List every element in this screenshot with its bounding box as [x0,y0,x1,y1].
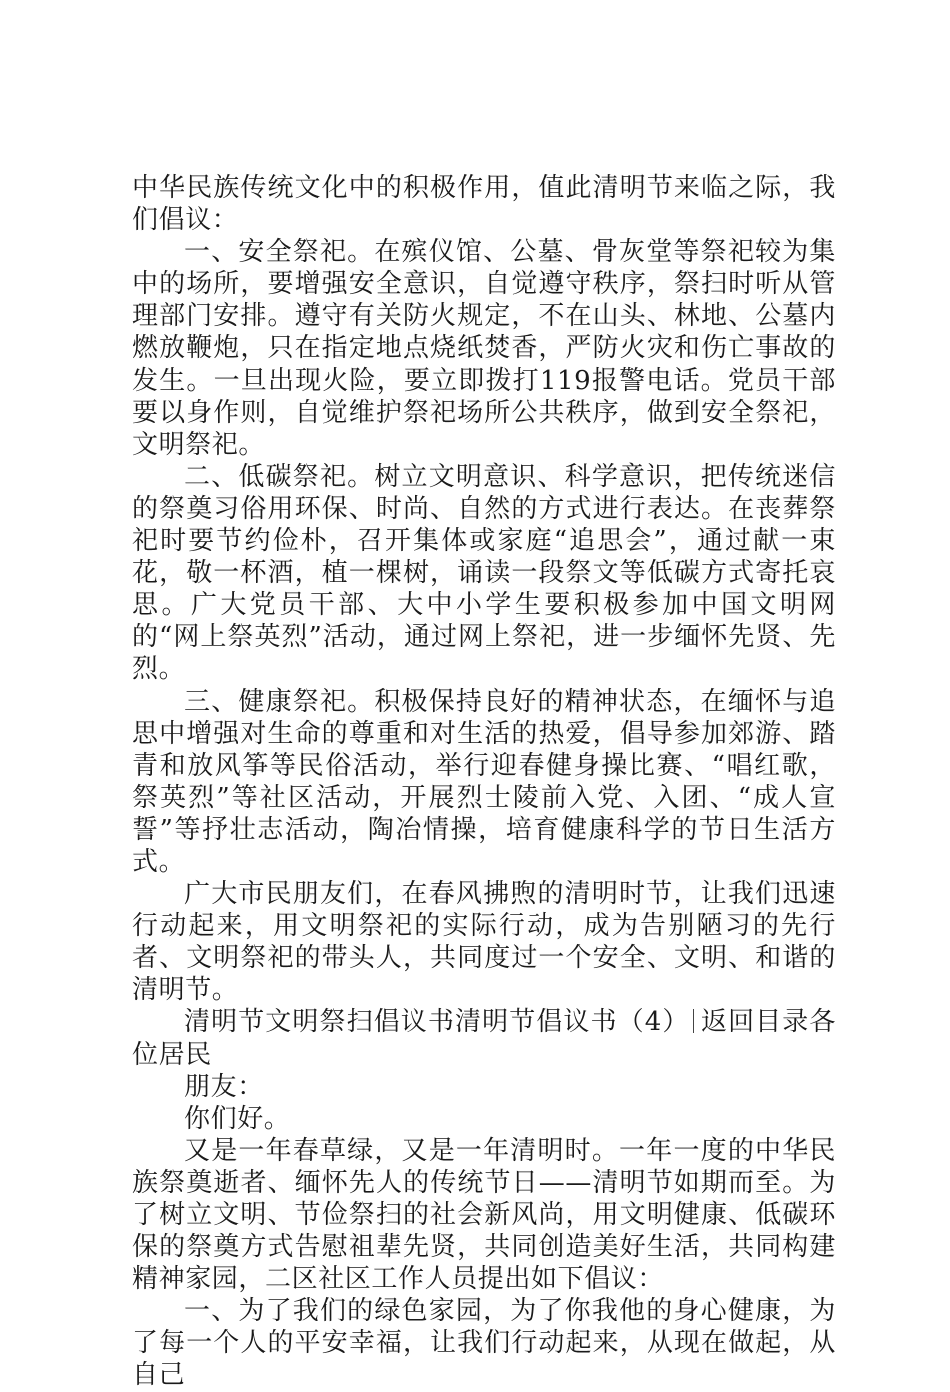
toc-title: 清明节文明祭扫倡议书清明节倡议书（4） [184,1007,690,1038]
document-body [132,172,836,1392]
toc-tail-text: 各位居民 [132,1007,836,1070]
return-to-toc-link[interactable]: 返回目录 [700,1007,810,1038]
toc-line [132,1006,836,1070]
paragraph-intro: 中华民族传统文化中的积极作用，值此清明节来临之际，我们倡议： [132,173,836,236]
paragraph-safe-sacrifice: 一、安全祭祀。在殡仪馆、公墓、骨灰堂等祭祀较为集中的场所，要增强安全意识，自觉遵守秩序，祭扫时听从管理部门安排。遵守有关防火规定，不在山头、林地、公墓内燃放鞭炮，只在指定地点烧纸焚香，严防火灾和伤亡事故的发生。一旦出现火险，要立即拨打119报警电话。党员干部要以身作则，自觉维护祭祀场所公共秩序，做到安全祭祀，文明祭祀。 [132,237,836,460]
paragraph-greeting: 你们好。 [184,1103,291,1134]
paragraph-proposal-one: 一、为了我们的绿色家园，为了你我他的身心健康，为了每一个人的平安幸福，让我们行动起来，从现在做起，从自己 [132,1296,836,1391]
paragraph-low-carbon-sacrifice: 二、低碳祭祀。树立文明意识、科学意识，把传统迷信的祭奠习俗用环保、时尚、自然的方式进行表达。在丧葬祭祀时要节约俭朴，召开集体或家庭“追思会”，通过献一束花，敬一杯酒，植一棵树，诵读一段祭文等低碳方式寄托哀思。广大党员干部、大中小学生要积极参加中国文明网的“网上祭英烈”活动，通过网上祭祀，进一步缅怀先贤、先烈。 [132,461,836,685]
toc-separator [693,1009,694,1033]
paragraph-closing-call: 广大市民朋友们，在春风拂煦的清明时节，让我们迅速行动起来，用文明祭祀的实际行动，成为告别陋习的先行者、文明祭祀的带头人，共同度过一个安全、文明、和谐的清明节。 [132,879,836,1006]
paragraph-qingming-intro: 又是一年春草绿，又是一年清明时。一年一度的中华民族祭奠逝者、缅怀先人的传统节日——清明节如期而至。为了树立文明、节俭祭扫的社会新风尚，用文明健康、低碳环保的祭奠方式告慰祖辈先贤，共同创造美好生活，共同构建精神家园，二区社区工作人员提出如下倡议： [132,1135,836,1295]
paragraph-salutation: 朋友： [184,1071,264,1102]
paragraph-healthy-sacrifice: 三、健康祭祀。积极保持良好的精神状态，在缅怀与追思中增强对生命的尊重和对生活的热爱，倡导参加郊游、踏青和放风筝等民俗活动，举行迎春健身操比赛、“唱红歌，祭英烈”等社区活动，开展烈士陵前入党、入团、“成人宣誓”等抒壮志活动，陶冶情操，培育健康科学的节日生活方式。 [132,686,836,877]
